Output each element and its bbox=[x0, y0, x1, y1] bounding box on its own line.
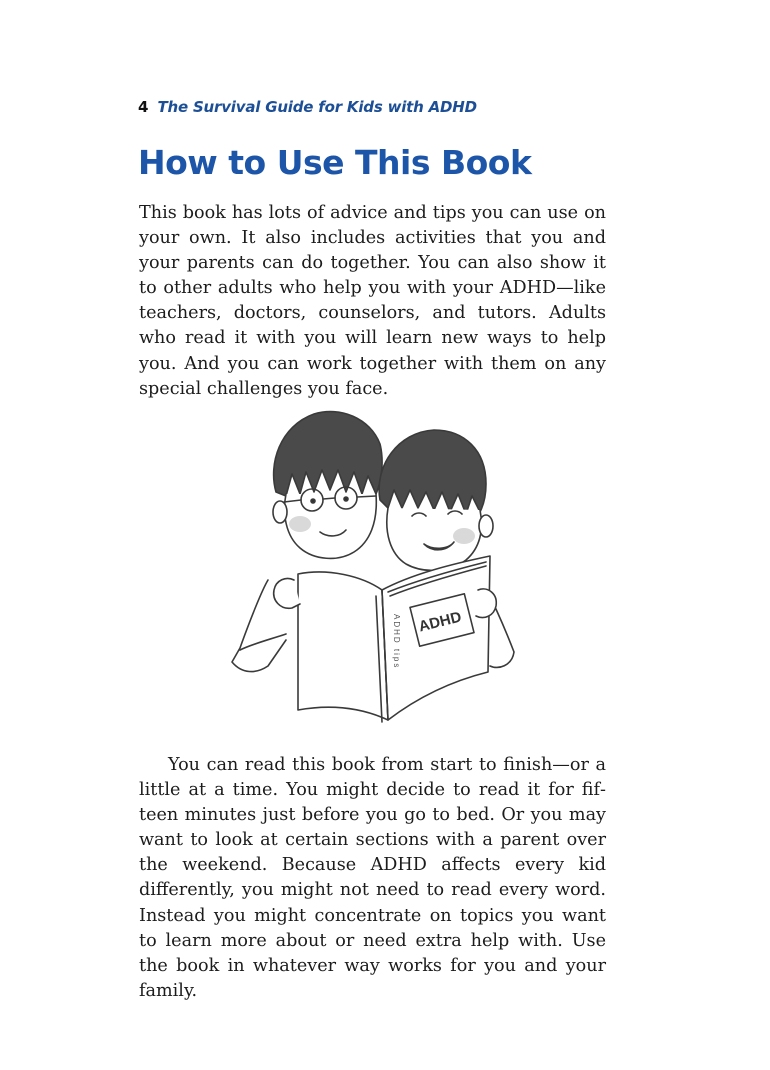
two-kids-reading-illustration bbox=[228, 404, 528, 726]
kid-one-cheek bbox=[289, 516, 311, 532]
page-number: 4 bbox=[138, 98, 149, 116]
kid-one-hair bbox=[274, 412, 382, 496]
chapter-title: How to Use This Book bbox=[138, 143, 532, 182]
kid-one-left-ear bbox=[273, 501, 287, 523]
paragraph-reading-tips: You can read this book from start to finish—or a little at a time. You might decide to read it for fifteen minutes just before you go to bed. Or you may want to look at certain sections with a parent over the weekend. Because ADHD affects every kid differently, you might not need to read every word. Instead you might concentrate on topics you want to learn more about or need extra help with. Use the book in whatever way works for you and your family. bbox=[139, 755, 606, 1001]
kid-two-hair bbox=[379, 430, 486, 514]
book-cover-label: ADHD bbox=[417, 608, 464, 636]
running-head-title: The Survival Guide for Kids with ADHD bbox=[157, 98, 477, 116]
book-spine-label: ADHD tips bbox=[392, 614, 401, 670]
kid-one-eye-left bbox=[311, 499, 315, 503]
kid-one-eye-right bbox=[344, 497, 348, 501]
kid-two-cheek bbox=[453, 528, 475, 544]
kid-one-hand bbox=[274, 578, 300, 608]
running-head bbox=[138, 98, 477, 116]
kid-two-hand bbox=[476, 589, 496, 618]
open-book-left-page bbox=[298, 572, 388, 720]
kid-two-right-ear bbox=[479, 515, 493, 537]
kid-one-arm bbox=[240, 634, 286, 650]
paragraph-intro: This book has lots of advice and tips you can use on your own. It also includes activities that you and your parents can do together. You can also show it to other adults who help you with your ADHD—like teachers, doctors, counselors, and tutors. Adults who read it with you will learn new ways to help you. And you can work together with them on any special challenges you face. bbox=[139, 203, 606, 399]
